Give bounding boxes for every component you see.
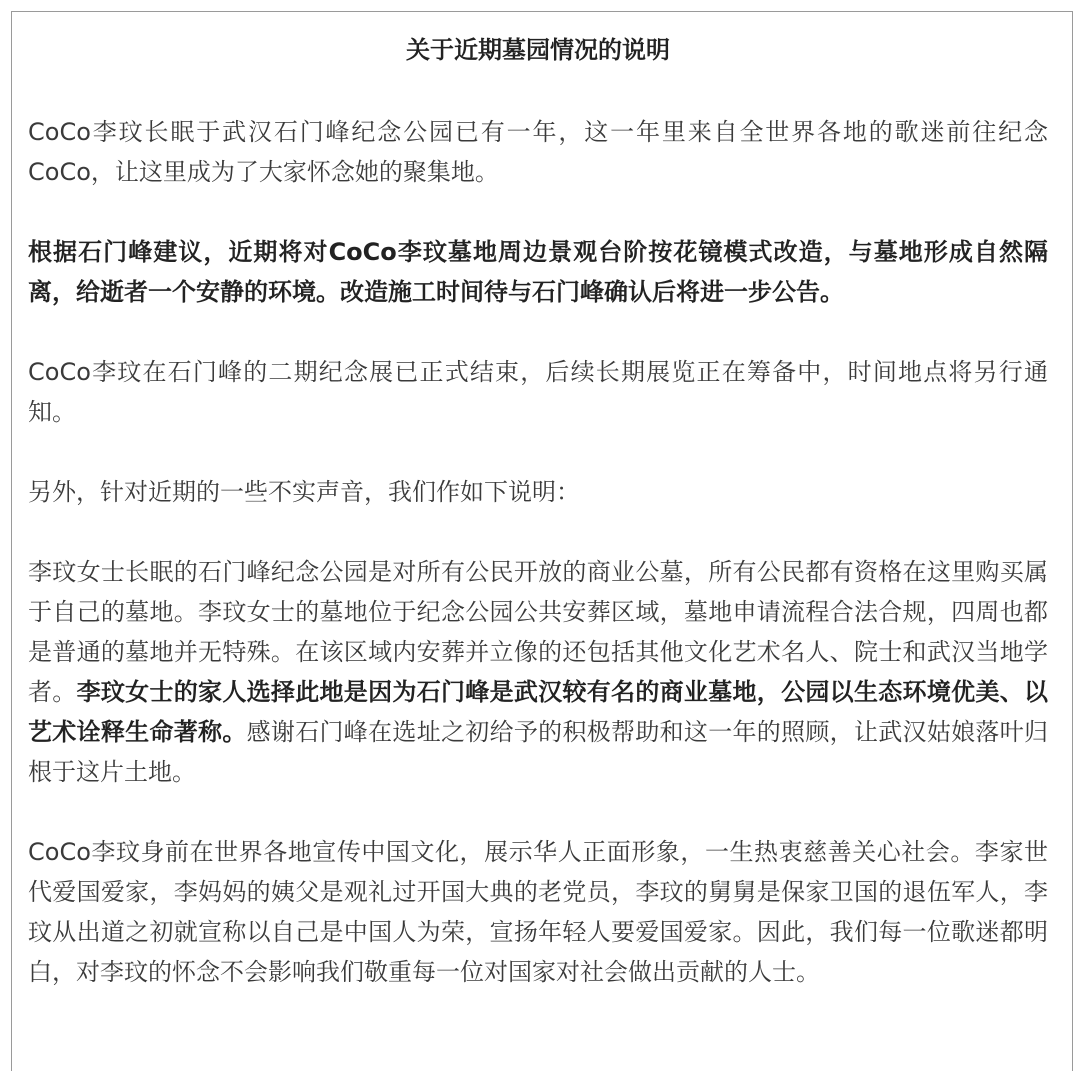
document-body [28, 30, 1048, 1032]
document-title: 关于近期墓园情况的说明 [406, 36, 670, 64]
cemetery-text-bold: 李玟女士的家人选择此地是因为石门峰是武汉较有名的商业墓地，公园以生态环境优美、以艺术诠释生命著称。 [28, 678, 1049, 746]
paragraph-intro: CoCo李玟长眠于武汉石门峰纪念公园已有一年，这一年里来自全世界各地的歌迷前往纪念CoCo，让这里成为了大家怀念她的聚集地。 [28, 118, 1048, 186]
paragraph-exhibition: CoCo李玟在石门峰的二期纪念展已正式结束，后续长期展览正在筹备中，时间地点将另行通知。 [28, 358, 1048, 426]
paragraph-renovation-notice: 根据石门峰建议，近期将对CoCo李玟墓地周边景观台阶按花镜模式改造，与墓地形成自然隔离，给逝者一个安静的环境。改造施工时间待与石门峰确认后将进一步公告。 [28, 238, 1048, 306]
paragraph-clarification-intro: 另外，针对近期的一些不实声音，我们作如下说明： [28, 478, 580, 506]
cemetery-text-part1: 李玟女士长眠的石门峰纪念公园是对所有公民开放的商业公墓，所有公民都有资格在这里购买属于自己的墓地。李玟女士的墓地位于纪念公园公共安葬区域，墓地申请流程合法合规，四周也都是普通的墓地并无特殊。在该区域内安葬并立像的还包括其他文化艺术名人、院士和武汉当地学者。 [28, 558, 1048, 706]
paragraph-cemetery-explanation [28, 552, 1048, 792]
paragraph-patriotism: CoCo李玟身前在世界各地宣传中国文化，展示华人正面形象，一生热衷慈善关心社会。李家世代爱国爱家，李妈妈的姨父是观礼过开国大典的老党员，李玟的舅舅是保家卫国的退伍军人，李玟从出道之初就宣称以自己是中国人为荣，宣扬年轻人要爱国爱家。因此，我们每一位歌迷都明白，对李玟的怀念不会影响我们敬重每一位对国家对社会做出贡献的人士。 [28, 838, 1048, 986]
cemetery-text-part2: 感谢石门峰在选址之初给予的积极帮助和这一年的照顾，让武汉姑娘落叶归根于这片土地。 [28, 718, 1049, 786]
